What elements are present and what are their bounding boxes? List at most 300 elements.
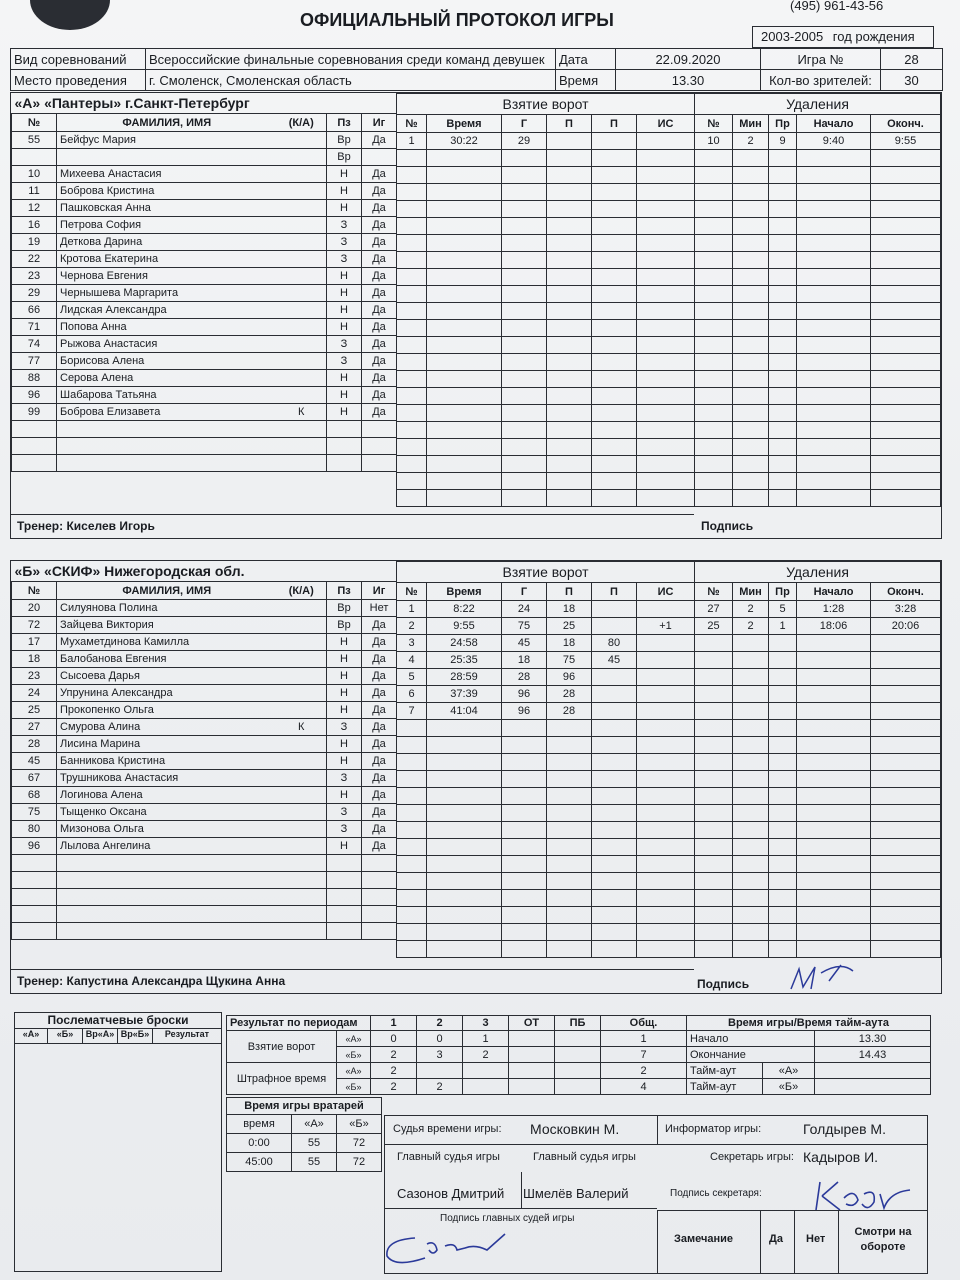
cell-g: [502, 720, 547, 737]
cell-no: [695, 669, 733, 686]
cell-is: [637, 822, 695, 839]
cell-time: 25:35: [427, 652, 502, 669]
goal-row: [397, 873, 695, 890]
timeout-b-label: Тайм-аут: [687, 1079, 763, 1095]
goalie-row-time: 45:00: [227, 1153, 292, 1172]
goalies-table: [226, 1097, 382, 1172]
shootout-col-b: «Б»: [48, 1029, 83, 1043]
cell-time: [427, 286, 502, 303]
cell-p2: [592, 703, 637, 720]
pim-b-so: [555, 1079, 601, 1095]
team-b-penalty-rows: [695, 601, 941, 958]
cell-p1: [547, 422, 592, 439]
goal-row: [397, 303, 695, 320]
team-a-roster: [11, 93, 397, 472]
period-col-2: 2: [417, 1016, 463, 1031]
cell-g: 96: [502, 703, 547, 720]
cell-p1: [547, 286, 592, 303]
cell-no: [397, 252, 427, 269]
goalie-row-b: 72: [337, 1153, 382, 1172]
pen-col-start: Начало: [797, 583, 871, 601]
cell-is: [637, 635, 695, 652]
cell-time: [427, 184, 502, 201]
cell-pr: [769, 490, 797, 507]
cell-name: Упрунина Александра: [57, 685, 277, 702]
penalty-row: [695, 456, 941, 473]
cell-time: 24:58: [427, 635, 502, 652]
cell-is: [637, 201, 695, 218]
time-judge-label: Судья времени игры:: [393, 1123, 502, 1135]
cell-g: [502, 201, 547, 218]
cell-no: [397, 371, 427, 388]
cell-no: [695, 456, 733, 473]
cell-g: [502, 252, 547, 269]
cell-no: 4: [397, 652, 427, 669]
cell-start: [797, 303, 871, 320]
cell-no: 80: [12, 821, 57, 838]
cell-name: [57, 889, 277, 906]
goal-row: [397, 669, 695, 686]
goal-col-is: ИС: [637, 583, 695, 601]
remark-no: Нет: [806, 1233, 826, 1245]
time-value: 13.30: [616, 70, 761, 91]
cell-ka: К: [277, 404, 327, 421]
cell-ka: [277, 149, 327, 166]
cell-start: [797, 839, 871, 856]
goal-row: [397, 252, 695, 269]
player-row: [12, 404, 397, 421]
cell-min: [733, 822, 769, 839]
pen-col-no: №: [695, 115, 733, 133]
cell-start: [797, 405, 871, 422]
cell-p1: 75: [547, 652, 592, 669]
cell-ig: Да: [362, 770, 397, 787]
cell-pr: [769, 235, 797, 252]
cell-is: [637, 771, 695, 788]
cell-name: [57, 455, 277, 472]
cell-no: 17: [12, 634, 57, 651]
team-b-coach-row: [11, 969, 694, 992]
cell-p2: [592, 788, 637, 805]
team-a-coach: Киселев Игорь: [66, 519, 155, 533]
cell-end: [871, 303, 941, 320]
cell-p1: [547, 388, 592, 405]
cell-p1: [547, 924, 592, 941]
goal-row: [397, 337, 695, 354]
team-b-signature-scribble: [781, 959, 871, 999]
team-b-name: «СКИФ» Нижегородская обл.: [44, 563, 245, 579]
cell-pr: [769, 320, 797, 337]
period-col-3: 3: [463, 1016, 509, 1031]
cell-p2: [592, 235, 637, 252]
cell-is: [637, 371, 695, 388]
cell-no: [397, 822, 427, 839]
cell-no: [397, 405, 427, 422]
cell-ka: [277, 132, 327, 149]
cell-p2: [592, 669, 637, 686]
cell-time: [427, 150, 502, 167]
cell-p1: [547, 907, 592, 924]
player-row: [12, 183, 397, 200]
cell-ig: Да: [362, 719, 397, 736]
cell-p1: [547, 737, 592, 754]
cell-end: [871, 184, 941, 201]
cell-end: [871, 269, 941, 286]
cell-no: [397, 150, 427, 167]
federation-logo: [30, 0, 110, 30]
cell-min: [733, 669, 769, 686]
cell-is: [637, 252, 695, 269]
cell-p2: [592, 252, 637, 269]
cell-p2: [592, 354, 637, 371]
cell-g: [502, 405, 547, 422]
cell-p1: 25: [547, 618, 592, 635]
team-b-goals: [396, 561, 695, 958]
cell-no: [12, 923, 57, 940]
cell-min: [733, 805, 769, 822]
cell-min: 2: [733, 133, 769, 150]
cell-start: [797, 856, 871, 873]
team-a-name: «Пантеры» г.Санкт-Петербург: [44, 95, 250, 111]
cell-pz: Н: [327, 668, 362, 685]
cell-g: 29: [502, 133, 547, 150]
penalty-row: [695, 286, 941, 303]
cell-start: [797, 286, 871, 303]
cell-no: [695, 941, 733, 958]
cell-no: 12: [12, 200, 57, 217]
goal-row: [397, 635, 695, 652]
penalty-row: [695, 371, 941, 388]
cell-no: [397, 473, 427, 490]
cell-p2: [592, 269, 637, 286]
cell-ka: [277, 370, 327, 387]
cell-start: [797, 754, 871, 771]
informer-cell: [657, 1116, 927, 1145]
cell-pz: З: [327, 336, 362, 353]
cell-is: [637, 720, 695, 737]
chiefs-sign-label: Подпись главных судей игры: [440, 1213, 575, 1224]
cell-no: [695, 635, 733, 652]
player-row: [12, 923, 397, 940]
cell-time: [427, 473, 502, 490]
goalie-row-a: 55: [292, 1153, 337, 1172]
cell-is: [637, 354, 695, 371]
goal-row: [397, 235, 695, 252]
cell-g: [502, 354, 547, 371]
cell-min: 2: [733, 618, 769, 635]
cell-no: [397, 320, 427, 337]
cell-name: Банникова Кристина: [57, 753, 277, 770]
cell-no: [397, 184, 427, 201]
game-no-label: Игра №: [761, 49, 881, 70]
col-ka: (К/А): [277, 582, 327, 600]
cell-p1: [547, 371, 592, 388]
cell-g: [502, 286, 547, 303]
cell-ig: Да: [362, 804, 397, 821]
cell-pz: Н: [327, 166, 362, 183]
cell-no: [695, 337, 733, 354]
cell-pr: [769, 890, 797, 907]
player-row: [12, 149, 397, 166]
cell-p1: [547, 320, 592, 337]
cell-is: [637, 167, 695, 184]
cell-no: [695, 201, 733, 218]
cell-time: 8:22: [427, 601, 502, 618]
remark-divider-3: [838, 1211, 839, 1274]
cell-no: 23: [12, 668, 57, 685]
cell-name: [57, 438, 277, 455]
cell-end: [871, 686, 941, 703]
cell-name: Зайцева Виктория: [57, 617, 277, 634]
informer-name: Голдырев М.: [803, 1121, 886, 1137]
cell-no: 23: [12, 268, 57, 285]
secretary-label: Секретарь игры:: [710, 1151, 794, 1163]
cell-min: [733, 337, 769, 354]
cell-end: [871, 150, 941, 167]
cell-end: [871, 941, 941, 958]
goal-col-time: Время: [427, 583, 502, 601]
cell-ka: [277, 855, 327, 872]
cell-ka: [277, 319, 327, 336]
goal-row: [397, 686, 695, 703]
cell-no: [397, 303, 427, 320]
cell-start: [797, 354, 871, 371]
cell-time: [427, 422, 502, 439]
cell-pr: [769, 354, 797, 371]
cell-pr: [769, 635, 797, 652]
cell-no: 10: [695, 133, 733, 150]
cell-pr: [769, 422, 797, 439]
cell-min: [733, 788, 769, 805]
cell-p1: [547, 856, 592, 873]
cell-no: [695, 252, 733, 269]
cell-is: [637, 839, 695, 856]
goal-row: [397, 218, 695, 235]
cell-g: 45: [502, 635, 547, 652]
goalie-row-b: 72: [337, 1134, 382, 1153]
penalty-row: [695, 422, 941, 439]
player-row: [12, 685, 397, 702]
cell-end: [871, 907, 941, 924]
cell-ka: [277, 251, 327, 268]
cell-no: 28: [12, 736, 57, 753]
cell-min: [733, 252, 769, 269]
cell-g: [502, 269, 547, 286]
cell-no: 20: [12, 600, 57, 617]
cell-pr: [769, 669, 797, 686]
cell-no: [397, 771, 427, 788]
cell-no: 72: [12, 617, 57, 634]
cell-is: [637, 873, 695, 890]
cell-time: [427, 890, 502, 907]
cell-no: [397, 235, 427, 252]
player-row: [12, 651, 397, 668]
cell-p1: [547, 771, 592, 788]
cell-ig: Да: [362, 634, 397, 651]
cell-pr: 9: [769, 133, 797, 150]
cell-no: [695, 150, 733, 167]
cell-pr: [769, 456, 797, 473]
cell-p1: 18: [547, 635, 592, 652]
cell-ig: Да: [362, 336, 397, 353]
penalty-row: [695, 150, 941, 167]
cell-min: [733, 652, 769, 669]
penalty-row: [695, 184, 941, 201]
page-title: ОФИЦИАЛЬНЫЙ ПРОТОКОЛ ИГРЫ: [300, 10, 614, 30]
cell-end: [871, 771, 941, 788]
player-row: [12, 668, 397, 685]
cell-is: [637, 303, 695, 320]
cell-end: [871, 439, 941, 456]
cell-p2: 80: [592, 635, 637, 652]
cell-p2: [592, 218, 637, 235]
team-a-penalties-title: Удаления: [695, 94, 941, 115]
cell-name: Чернышева Маргарита: [57, 285, 277, 302]
cell-end: [871, 669, 941, 686]
cell-p2: [592, 286, 637, 303]
cell-no: [695, 422, 733, 439]
player-row: [12, 889, 397, 906]
goal-col-p2: П: [592, 115, 637, 133]
cell-no: [695, 856, 733, 873]
penalty-row: [695, 167, 941, 184]
cell-g: 28: [502, 669, 547, 686]
periods-team-b: «Б»: [337, 1047, 371, 1063]
cell-min: [733, 473, 769, 490]
cell-no: [695, 473, 733, 490]
penalty-row: [695, 201, 941, 218]
goal-row: [397, 754, 695, 771]
period-col-total: Общ.: [601, 1016, 687, 1031]
cell-no: [12, 149, 57, 166]
pim-b-total: 4: [601, 1079, 687, 1095]
cell-pz: [327, 906, 362, 923]
goal-row: [397, 354, 695, 371]
cell-g: 96: [502, 686, 547, 703]
cell-no: [397, 788, 427, 805]
cell-g: [502, 856, 547, 873]
cell-p1: 18: [547, 601, 592, 618]
cell-name: [57, 872, 277, 889]
goal-row: [397, 269, 695, 286]
cell-pr: [769, 652, 797, 669]
team-a-signature: Подпись: [701, 519, 754, 533]
cell-time: [427, 320, 502, 337]
cell-ig: [362, 421, 397, 438]
team-b-block: [10, 560, 942, 994]
cell-p1: [547, 269, 592, 286]
cell-p2: [592, 201, 637, 218]
game-end-value: 14.43: [815, 1047, 931, 1063]
cell-p2: [592, 805, 637, 822]
cell-start: [797, 669, 871, 686]
cell-start: [797, 388, 871, 405]
venue-label: Место проведения: [11, 70, 146, 91]
cell-no: [12, 855, 57, 872]
cell-pz: Н: [327, 634, 362, 651]
cell-p2: [592, 167, 637, 184]
venue-value: г. Смоленск, Смоленская область: [146, 70, 556, 91]
cell-g: 24: [502, 601, 547, 618]
cell-ig: [362, 923, 397, 940]
cell-time: [427, 805, 502, 822]
cell-ka: [277, 668, 327, 685]
timeout-a-label: Тайм-аут: [687, 1063, 763, 1079]
shootout-box: [14, 1012, 222, 1272]
penalty-row: [695, 320, 941, 337]
cell-g: [502, 303, 547, 320]
cell-p1: [547, 150, 592, 167]
cell-no: [695, 184, 733, 201]
cell-g: [502, 873, 547, 890]
cell-ig: [362, 889, 397, 906]
cell-is: [637, 218, 695, 235]
cell-time: [427, 456, 502, 473]
cell-ig: Да: [362, 387, 397, 404]
pim-a-ot: [509, 1063, 555, 1079]
cell-is: [637, 388, 695, 405]
cell-pz: З: [327, 234, 362, 251]
goal-row: [397, 703, 695, 720]
goal-row: [397, 439, 695, 456]
cell-ka: [277, 753, 327, 770]
cell-start: [797, 422, 871, 439]
cell-name: Михеева Анастасия: [57, 166, 277, 183]
cell-is: [637, 601, 695, 618]
cell-p1: 28: [547, 703, 592, 720]
cell-min: [733, 941, 769, 958]
see-back-label: Смотри на обороте: [854, 1226, 912, 1253]
cell-no: 10: [12, 166, 57, 183]
penalty-row: [695, 439, 941, 456]
cell-time: [427, 788, 502, 805]
goalies-col-b: «Б»: [337, 1115, 382, 1134]
cell-pz: [327, 872, 362, 889]
cell-ig: Да: [362, 702, 397, 719]
cell-no: [397, 201, 427, 218]
cell-g: [502, 754, 547, 771]
cell-pr: [769, 754, 797, 771]
cell-end: [871, 873, 941, 890]
secretary-sign-label: Подпись секретаря:: [670, 1188, 762, 1199]
cell-is: [637, 337, 695, 354]
cell-p2: [592, 422, 637, 439]
cell-min: [733, 201, 769, 218]
cell-no: 27: [695, 601, 733, 618]
cell-end: [871, 252, 941, 269]
birth-years: 2003-2005: [761, 29, 824, 44]
cell-pr: [769, 371, 797, 388]
cell-is: [637, 456, 695, 473]
cell-time: 28:59: [427, 669, 502, 686]
cell-start: [797, 490, 871, 507]
shootout-header: [15, 1029, 221, 1044]
team-b-coach: Капустина Александра Щукина Анна: [66, 974, 286, 988]
cell-g: [502, 388, 547, 405]
cell-p1: [547, 201, 592, 218]
cell-time: [427, 720, 502, 737]
cell-pz: З: [327, 804, 362, 821]
cell-p1: [547, 456, 592, 473]
pen-col-min: Мин: [733, 115, 769, 133]
cell-p2: [592, 405, 637, 422]
goal-col-no: №: [397, 115, 427, 133]
cell-is: [637, 805, 695, 822]
player-row: [12, 234, 397, 251]
player-row: [12, 455, 397, 472]
cell-no: 99: [12, 404, 57, 421]
cell-time: [427, 873, 502, 890]
